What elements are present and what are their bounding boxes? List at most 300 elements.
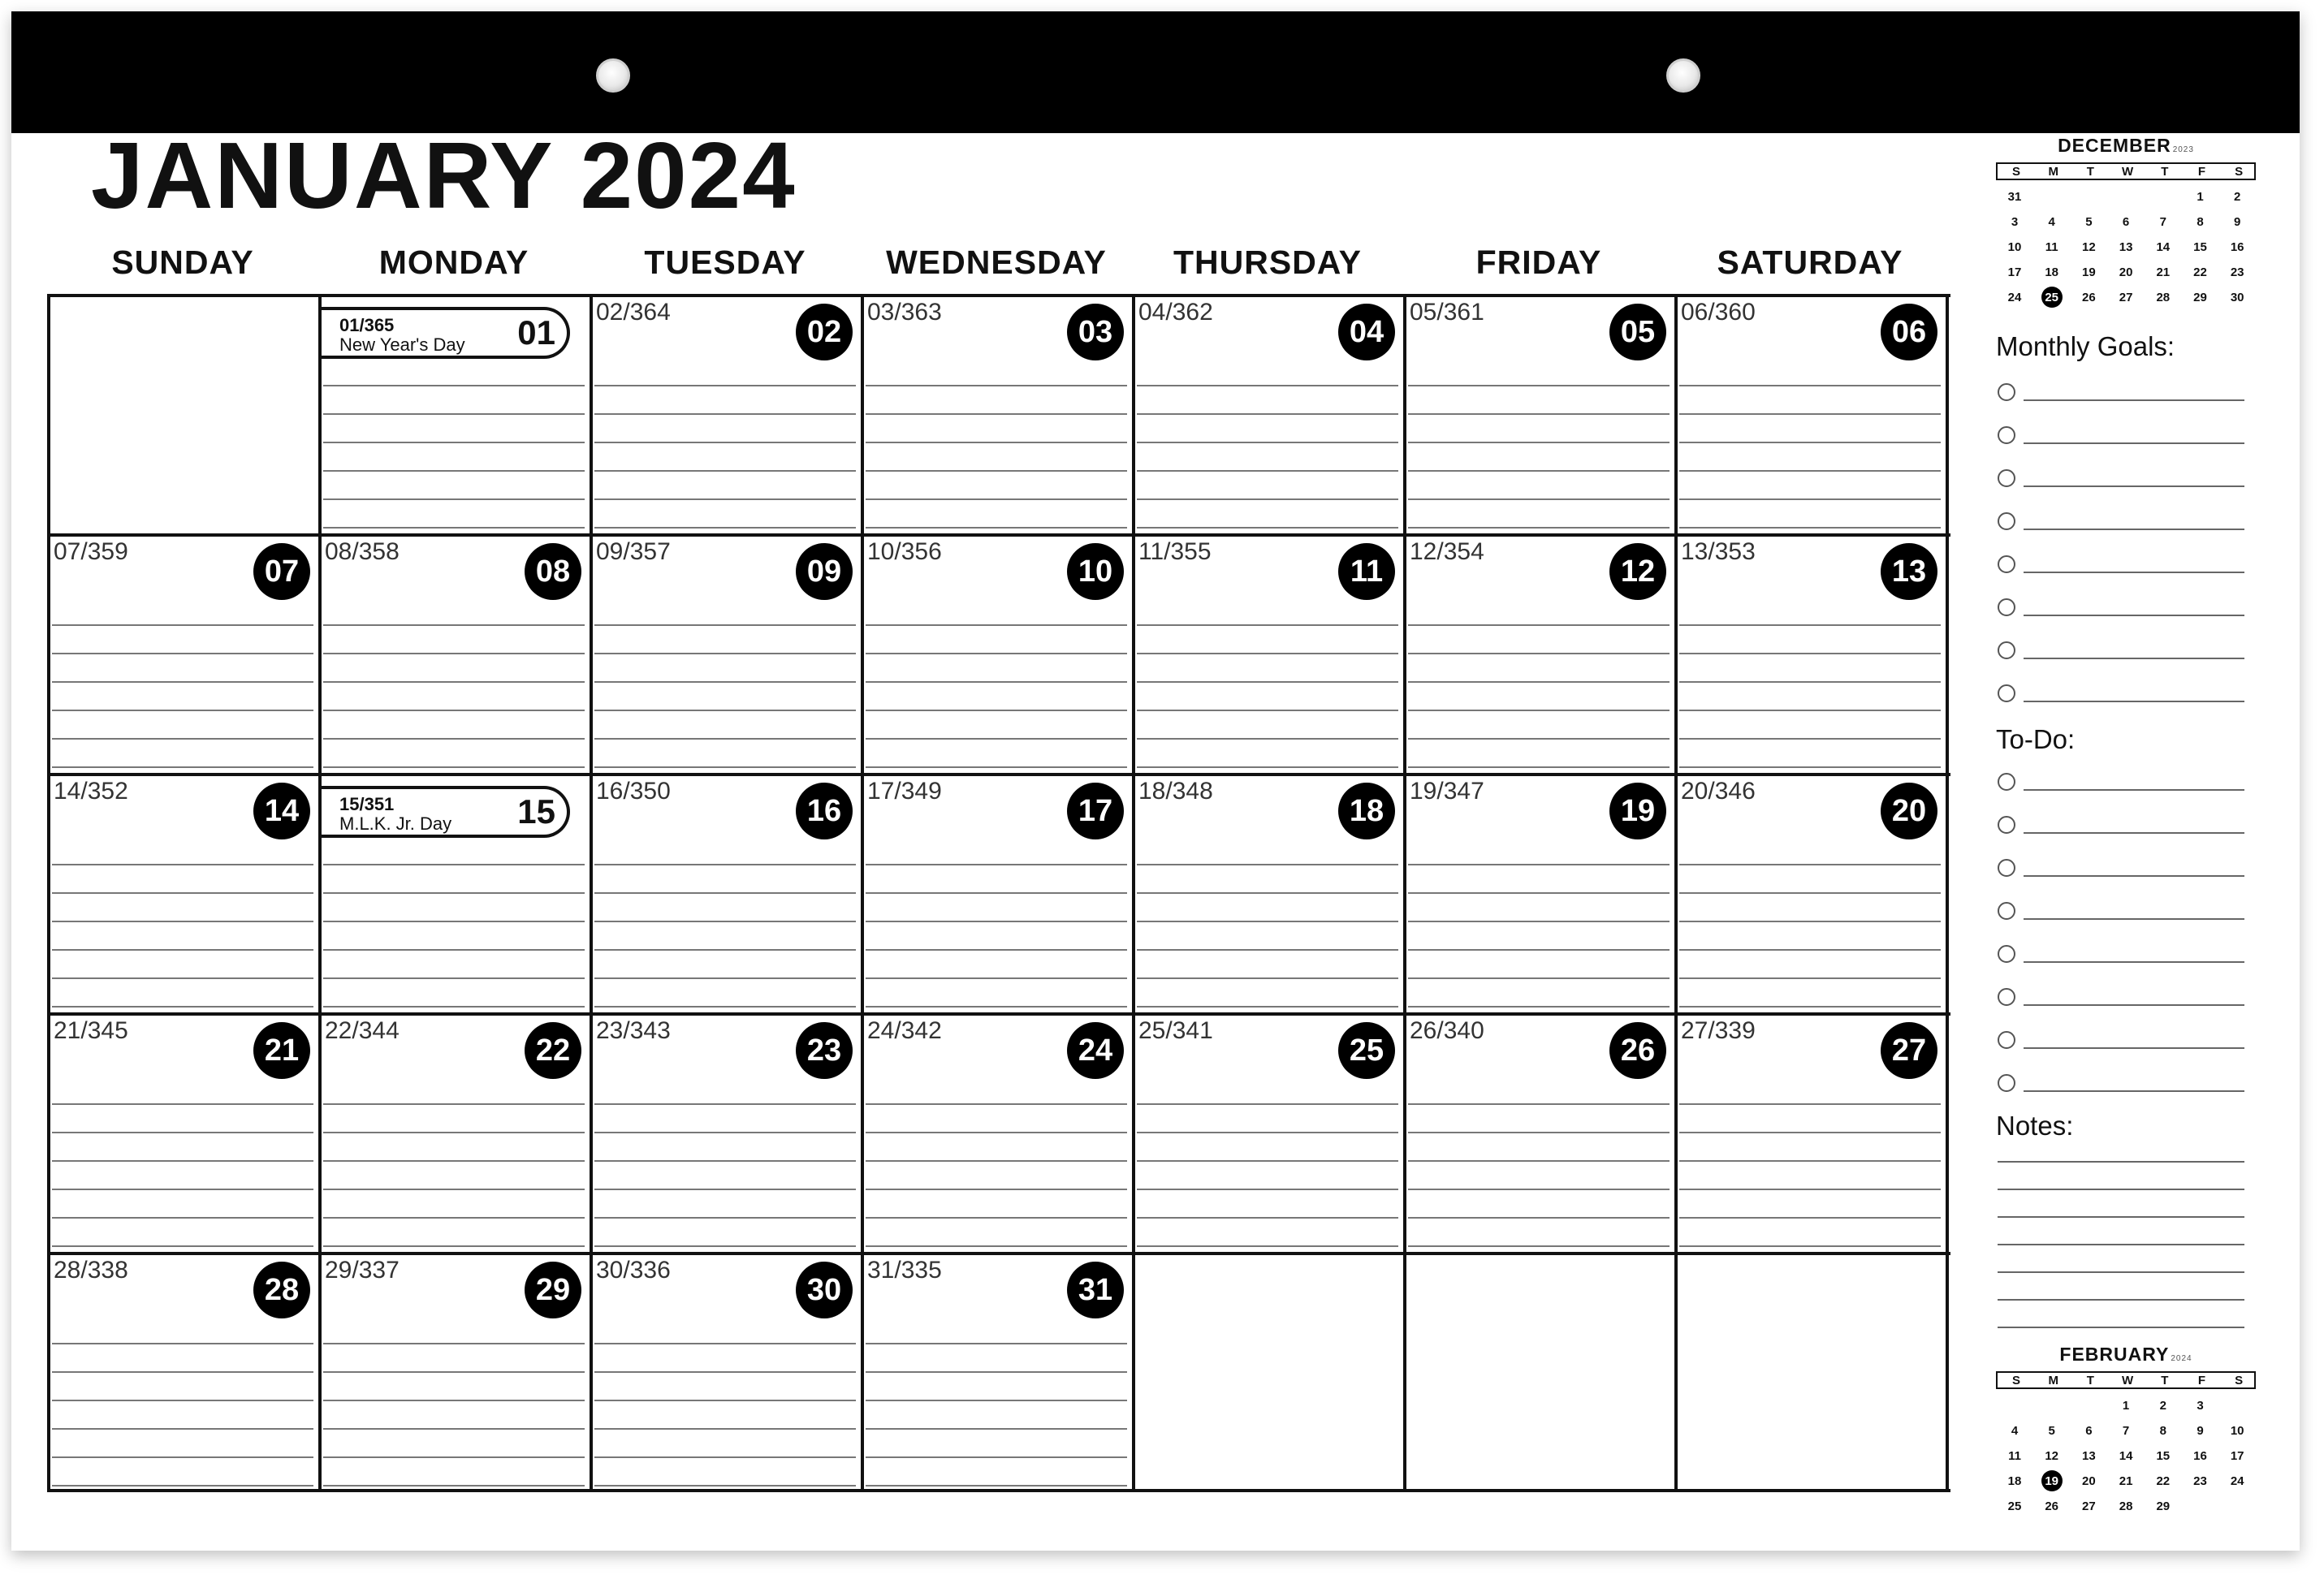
notes-line[interactable] [1998, 1299, 2244, 1301]
day-number-badge: 10 [1067, 543, 1124, 600]
mini-calendar-date: 3 [2011, 215, 2019, 229]
writing-line [2024, 701, 2244, 702]
writing-line [1137, 864, 1398, 865]
day-cell[interactable] [318, 294, 590, 533]
day-cell[interactable] [318, 533, 590, 773]
notes-line[interactable] [1998, 1271, 2244, 1273]
writing-line [1408, 681, 1670, 683]
day-of-year-code: 16/350 [596, 778, 671, 805]
goal-checkbox-line[interactable] [1998, 512, 2241, 535]
writing-line [323, 1245, 585, 1247]
writing-line [594, 1400, 856, 1401]
day-number-badge: 18 [1338, 783, 1395, 839]
day-cell[interactable] [590, 773, 861, 1012]
writing-line [594, 413, 856, 415]
writing-line [323, 624, 585, 626]
writing-line [594, 1160, 856, 1162]
writing-line [2024, 529, 2244, 530]
day-cell[interactable] [1674, 533, 1946, 773]
writing-line [1408, 442, 1670, 443]
mini-calendar-date: 19 [2082, 265, 2096, 279]
writing-line [1408, 498, 1670, 500]
weekday-header: MONDAY [378, 244, 529, 281]
writing-line [1408, 1132, 1670, 1133]
writing-line [323, 1371, 585, 1373]
writing-line [594, 498, 856, 500]
mini-calendar-title [1996, 1344, 2256, 1366]
writing-line [1679, 921, 1941, 922]
writing-line [323, 385, 585, 386]
writing-line [1137, 892, 1398, 894]
weekday-header: THURSDAY [1173, 244, 1363, 281]
writing-line [594, 864, 856, 865]
writing-line [1408, 949, 1670, 951]
mini-weekday: F [2197, 1374, 2206, 1387]
todo-checkbox-line[interactable] [1998, 1074, 2241, 1097]
writing-line [866, 1160, 1127, 1162]
writing-line [866, 766, 1127, 768]
mini-year: 2023 [2172, 145, 2194, 154]
writing-line [866, 977, 1127, 979]
writing-line [323, 1485, 585, 1487]
writing-line [866, 1132, 1127, 1133]
todo-checkbox-line[interactable] [1998, 945, 2241, 968]
writing-line [594, 1428, 856, 1430]
writing-line [1679, 710, 1941, 711]
notes-line[interactable] [1998, 1244, 2244, 1245]
writing-line [1408, 766, 1670, 768]
day-cell[interactable] [1674, 1012, 1946, 1252]
day-of-year-code: 21/345 [54, 1017, 128, 1044]
writing-line [323, 1132, 585, 1133]
writing-line [323, 1006, 585, 1008]
writing-line [1679, 385, 1941, 386]
day-number-badge: 17 [1067, 783, 1124, 839]
writing-line [323, 892, 585, 894]
writing-line [1408, 385, 1670, 386]
mini-calendar-date: 16 [2193, 1449, 2207, 1463]
writing-line [1137, 527, 1398, 529]
mini-calendar-date: 25 [2045, 291, 2059, 304]
mini-calendar-date: 6 [2085, 1424, 2093, 1438]
day-cell[interactable] [1403, 294, 1674, 533]
writing-line [1137, 1006, 1398, 1008]
mini-calendar-date: 20 [2119, 265, 2133, 279]
mini-calendar-weekdays [1996, 1371, 2256, 1389]
writing-line [1679, 653, 1941, 654]
writing-line [1679, 413, 1941, 415]
writing-line [52, 1245, 313, 1247]
checkbox-circle-icon[interactable] [1998, 684, 2015, 702]
day-number-badge: 06 [1881, 304, 1937, 360]
writing-line [2024, 572, 2244, 573]
checkbox-circle-icon[interactable] [1998, 641, 2015, 659]
mini-calendar-date: 1 [2122, 1399, 2130, 1413]
writing-line [866, 385, 1127, 386]
mini-calendar-date: 29 [2193, 291, 2207, 304]
day-of-year-code: 04/362 [1138, 299, 1213, 326]
writing-line [594, 766, 856, 768]
writing-line [1137, 1103, 1398, 1105]
day-of-year-code: 20/346 [1681, 778, 1756, 805]
checkbox-circle-icon[interactable] [1998, 816, 2015, 834]
writing-line [323, 1428, 585, 1430]
writing-line [323, 470, 585, 472]
day-of-year-code: 08/358 [325, 538, 400, 565]
day-number-badge: 22 [525, 1022, 581, 1079]
day-of-year-code: 12/354 [1410, 538, 1484, 565]
mini-weekday: W [2122, 1374, 2134, 1387]
writing-line [1137, 738, 1398, 740]
weekday-header: WEDNESDAY [886, 244, 1107, 281]
mini-calendar-date: 1 [2197, 190, 2204, 204]
day-cell[interactable] [861, 1012, 1132, 1252]
day-cell[interactable] [1132, 294, 1403, 533]
mini-weekday: S [2235, 165, 2244, 179]
mini-calendar-date: 11 [2045, 240, 2058, 254]
day-number: 01 [517, 313, 555, 352]
day-cell[interactable] [1674, 773, 1946, 1012]
writing-line [866, 921, 1127, 922]
mini-calendar-date: 17 [2230, 1449, 2244, 1463]
weekday-header: TUESDAY [644, 244, 806, 281]
writing-line [594, 1456, 856, 1458]
writing-line [52, 921, 313, 922]
goal-checkbox-line[interactable] [1998, 555, 2241, 578]
day-cell[interactable] [1674, 294, 1946, 533]
todo-checkbox-line[interactable] [1998, 1031, 2241, 1054]
writing-line [866, 1245, 1127, 1247]
checkbox-circle-icon[interactable] [1998, 945, 2015, 963]
checkbox-circle-icon[interactable] [1998, 426, 2015, 444]
todo-checkbox-line[interactable] [1998, 902, 2241, 925]
grid-divider [1674, 294, 1678, 1492]
writing-line [866, 710, 1127, 711]
writing-line [866, 949, 1127, 951]
day-cell[interactable] [1132, 533, 1403, 773]
day-of-year-code: 30/336 [596, 1257, 671, 1284]
writing-line [1679, 1103, 1941, 1105]
hanging-hole-icon [1666, 58, 1700, 93]
writing-line [594, 470, 856, 472]
day-cell[interactable] [861, 1252, 1132, 1491]
writing-line [323, 442, 585, 443]
mini-calendar-date: 28 [2119, 1499, 2133, 1513]
mini-calendar-date: 8 [2197, 215, 2204, 229]
grid-divider [47, 533, 1950, 537]
day-number-badge: 28 [253, 1262, 310, 1318]
day-cell[interactable] [47, 1252, 318, 1491]
holiday-name: New Year's Day [339, 334, 465, 355]
day-cell[interactable] [47, 1012, 318, 1252]
monthly-goals-label: Monthly Goals: [1996, 331, 2175, 361]
writing-line [1408, 413, 1670, 415]
writing-line [866, 1217, 1127, 1219]
day-cell[interactable] [47, 773, 318, 1012]
writing-line [594, 653, 856, 654]
mini-weekday: T [2161, 1374, 2169, 1387]
writing-line [866, 681, 1127, 683]
day-of-year-code: 18/348 [1138, 778, 1213, 805]
day-number-badge: 11 [1338, 543, 1395, 600]
top-binding-bar [11, 11, 2300, 133]
day-cell[interactable] [47, 533, 318, 773]
checkbox-circle-icon[interactable] [1998, 512, 2015, 530]
checkbox-circle-icon[interactable] [1998, 555, 2015, 573]
todo-checkbox-line[interactable] [1998, 859, 2241, 882]
mini-calendar-date: 12 [2045, 1449, 2059, 1463]
mini-calendar-date: 4 [2048, 215, 2055, 229]
checkbox-circle-icon[interactable] [1998, 773, 2015, 791]
writing-line [594, 738, 856, 740]
mini-calendar-date: 18 [2045, 265, 2059, 279]
day-number-badge: 14 [253, 783, 310, 839]
day-cell[interactable] [318, 1012, 590, 1252]
todo-checkbox-line[interactable] [1998, 816, 2241, 839]
notes-line[interactable] [1998, 1161, 2244, 1163]
checkbox-circle-icon[interactable] [1998, 1074, 2015, 1092]
mini-calendar-date: 2 [2234, 190, 2241, 204]
writing-line [2024, 1004, 2244, 1006]
writing-line [866, 470, 1127, 472]
mini-calendar-date: 3 [2197, 1399, 2204, 1413]
mini-calendar-date: 14 [2156, 240, 2171, 254]
month-grid [47, 294, 1950, 1492]
day-number-badge: 24 [1067, 1022, 1124, 1079]
mini-weekday: T [2086, 165, 2094, 179]
notes-line[interactable] [1998, 1189, 2244, 1190]
mini-calendar-date: 10 [2007, 240, 2022, 254]
mini-year: 2024 [2171, 1354, 2192, 1363]
mini-calendar-date: 27 [2119, 291, 2133, 304]
writing-line [594, 527, 856, 529]
writing-line [52, 738, 313, 740]
writing-line [1408, 527, 1670, 529]
grid-divider [47, 294, 50, 1492]
day-number-badge: 30 [796, 1262, 853, 1318]
writing-line [52, 1006, 313, 1008]
month-title: JANUARY 2024 [91, 123, 797, 228]
checkbox-circle-icon[interactable] [1998, 598, 2015, 616]
grid-divider [1946, 294, 1949, 1492]
writing-line [323, 921, 585, 922]
mini-calendar-date: 24 [2007, 291, 2022, 304]
writing-line [323, 527, 585, 529]
writing-line [866, 1343, 1127, 1344]
writing-line [1137, 653, 1398, 654]
goal-checkbox-line[interactable] [1998, 469, 2241, 492]
day-cell[interactable] [590, 294, 861, 533]
mini-calendar-date: 23 [2193, 1474, 2207, 1488]
mini-calendar-date: 26 [2082, 291, 2096, 304]
writing-line [2024, 961, 2244, 963]
day-cell[interactable] [861, 773, 1132, 1012]
writing-line [1408, 710, 1670, 711]
writing-line [1408, 1160, 1670, 1162]
writing-line [1679, 442, 1941, 443]
mini-calendar-date: 24 [2230, 1474, 2244, 1488]
mini-calendar-date: 13 [2082, 1449, 2096, 1463]
mini-weekday: M [2048, 1374, 2058, 1387]
writing-line [1137, 413, 1398, 415]
day-cell[interactable] [318, 773, 590, 1012]
writing-line [1137, 681, 1398, 683]
day-cell[interactable] [861, 533, 1132, 773]
writing-line [1679, 681, 1941, 683]
writing-line [1679, 766, 1941, 768]
writing-line [323, 766, 585, 768]
mini-calendar-date: 31 [2007, 190, 2022, 204]
day-of-year-code: 17/349 [867, 778, 942, 805]
writing-line [1137, 921, 1398, 922]
checkbox-circle-icon[interactable] [1998, 859, 2015, 877]
writing-line [52, 949, 313, 951]
writing-line [1679, 470, 1941, 472]
mini-calendar-date: 5 [2085, 215, 2093, 229]
notes-line[interactable] [1998, 1327, 2244, 1328]
checkbox-circle-icon[interactable] [1998, 469, 2015, 487]
day-number-badge: 25 [1338, 1022, 1395, 1079]
writing-line [323, 738, 585, 740]
notes-label: Notes: [1996, 1111, 2074, 1141]
writing-line [1408, 738, 1670, 740]
day-cell[interactable] [590, 533, 861, 773]
writing-line [2024, 832, 2244, 834]
mini-calendar-date: 5 [2048, 1424, 2055, 1438]
writing-line [2024, 875, 2244, 877]
writing-line [594, 442, 856, 443]
mini-calendar-date: 17 [2007, 265, 2022, 279]
day-cell[interactable] [590, 1012, 861, 1252]
todo-checkbox-line[interactable] [1998, 773, 2241, 796]
writing-line [1408, 892, 1670, 894]
mini-calendar-date: 22 [2193, 265, 2207, 279]
grid-divider [1132, 294, 1135, 1492]
writing-line [1137, 710, 1398, 711]
writing-line [52, 892, 313, 894]
mini-calendar-date: 29 [2156, 1499, 2171, 1513]
writing-line [2024, 658, 2244, 659]
checkbox-circle-icon[interactable] [1998, 902, 2015, 920]
mini-weekday: S [2011, 1374, 2020, 1387]
holiday-label [322, 786, 570, 838]
writing-line [2024, 399, 2244, 401]
writing-line [866, 1006, 1127, 1008]
mini-calendar-date: 14 [2119, 1449, 2133, 1463]
mini-calendar-date: 7 [2122, 1424, 2130, 1438]
day-number-badge: 08 [525, 543, 581, 600]
day-cell[interactable] [861, 294, 1132, 533]
writing-line [52, 1456, 313, 1458]
day-number-badge: 07 [253, 543, 310, 600]
day-cell[interactable] [1403, 773, 1674, 1012]
mini-calendar-date: 7 [2159, 215, 2166, 229]
writing-line [594, 385, 856, 386]
grid-divider [47, 1012, 1950, 1016]
mini-month-name: DECEMBER [2058, 135, 2171, 156]
mini-calendar-date: 26 [2045, 1499, 2059, 1513]
day-number: 15 [517, 792, 555, 831]
writing-line [594, 624, 856, 626]
writing-line [1679, 892, 1941, 894]
mini-calendar-date: 6 [2122, 215, 2130, 229]
mini-calendar-date: 9 [2197, 1424, 2204, 1438]
day-cell[interactable] [1132, 1012, 1403, 1252]
writing-line [594, 1245, 856, 1247]
day-number-badge: 21 [253, 1022, 310, 1079]
writing-line [594, 1132, 856, 1133]
day-number-badge: 26 [1609, 1022, 1666, 1079]
mini-calendar-date: 19 [2045, 1474, 2059, 1488]
writing-line [866, 738, 1127, 740]
day-cell[interactable] [590, 1252, 861, 1491]
writing-line [52, 653, 313, 654]
writing-line [594, 1189, 856, 1190]
writing-line [2024, 615, 2244, 616]
writing-line [866, 653, 1127, 654]
writing-line [866, 1371, 1127, 1373]
day-of-year-code: 27/339 [1681, 1017, 1756, 1044]
writing-line [2024, 918, 2244, 920]
mini-calendar-title [1996, 135, 2256, 157]
day-cell[interactable] [1403, 533, 1674, 773]
writing-line [1137, 498, 1398, 500]
mini-weekday: T [2161, 165, 2169, 179]
writing-line [866, 1103, 1127, 1105]
day-number-badge: 05 [1609, 304, 1666, 360]
day-number-badge: 19 [1609, 783, 1666, 839]
mini-calendar-date: 15 [2156, 1449, 2171, 1463]
goal-checkbox-line[interactable] [1998, 684, 2241, 707]
writing-line [323, 681, 585, 683]
day-cell[interactable] [1403, 1012, 1674, 1252]
checkbox-circle-icon[interactable] [1998, 988, 2015, 1006]
writing-line [1137, 766, 1398, 768]
notes-line[interactable] [1998, 1216, 2244, 1218]
goal-checkbox-line[interactable] [1998, 598, 2241, 621]
day-cell[interactable] [318, 1252, 590, 1491]
writing-line [594, 1217, 856, 1219]
goal-checkbox-line[interactable] [1998, 641, 2241, 664]
grid-divider [318, 294, 322, 1492]
mini-calendar-date: 8 [2159, 1424, 2166, 1438]
day-number-badge: 12 [1609, 543, 1666, 600]
goal-checkbox-line[interactable] [1998, 426, 2241, 449]
checkbox-circle-icon[interactable] [1998, 383, 2015, 401]
todo-checkbox-line[interactable] [1998, 988, 2241, 1011]
writing-line [2024, 442, 2244, 444]
day-of-year-code: 10/356 [867, 538, 942, 565]
day-number-badge: 31 [1067, 1262, 1124, 1318]
day-cell[interactable] [1132, 773, 1403, 1012]
day-number-badge: 03 [1067, 304, 1124, 360]
writing-line [52, 1400, 313, 1401]
mini-calendar-date: 18 [2007, 1474, 2022, 1488]
day-of-year-code: 03/363 [867, 299, 942, 326]
writing-line [52, 710, 313, 711]
writing-line [52, 1485, 313, 1487]
writing-line [1679, 527, 1941, 529]
writing-line [594, 921, 856, 922]
writing-line [1408, 864, 1670, 865]
mini-weekday: T [2086, 1374, 2094, 1387]
goal-checkbox-line[interactable] [1998, 383, 2241, 406]
writing-line [1137, 1189, 1398, 1190]
mini-calendar-date: 28 [2156, 291, 2171, 304]
checkbox-circle-icon[interactable] [1998, 1031, 2015, 1049]
writing-line [1679, 498, 1941, 500]
writing-line [1408, 653, 1670, 654]
